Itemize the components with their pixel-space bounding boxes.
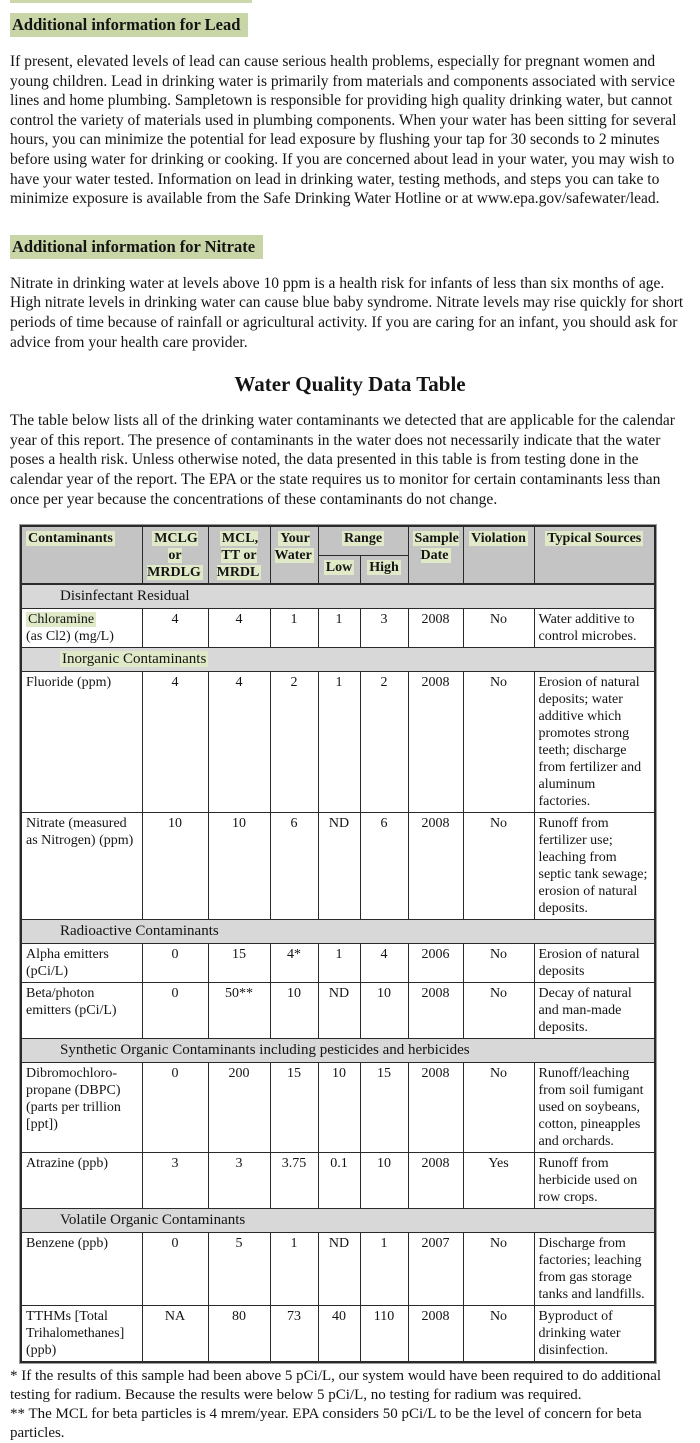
cell-your-water: 73 [270,1306,318,1363]
section-label: Inorganic Contaminants [62,651,207,668]
typical-sources-cell: Erosion of natural deposits [534,944,655,983]
cell-your-water: 15 [270,1063,318,1153]
cell-mcl: 200 [208,1063,270,1153]
col-header-label: High [369,559,399,575]
cell-mclg: 0 [142,1063,208,1153]
col-header-typical-sources [534,526,655,584]
col-header-label: Typical Sources [547,531,642,547]
col-header-sample-date [408,526,463,584]
footnote-beta: ** The MCL for beta particles is 4 mrem/year. EPA considers 50 pCi/L to be the level of concern for beta particles. [10,1406,642,1442]
cell-date: 2008 [408,983,463,1039]
cell-low: ND [318,813,360,920]
contaminant-name-cell: Nitrate (measured as Nitrogen) (ppm) [21,813,142,920]
cell-mcl: 10 [208,813,270,920]
contaminant-row [21,944,655,983]
section-row [21,584,655,609]
contaminant-row [21,1233,655,1306]
contaminant-name-cell: Alpha emitters (pCi/L) [21,944,142,983]
section-row [21,1209,655,1233]
col-header-label: MCL, TT or MRDL [216,531,260,581]
col-header-contaminants [21,526,142,584]
cell-high: 10 [360,1153,408,1209]
typical-sources-cell: Decay of natural and man-made deposits. [534,983,655,1039]
col-header-range [318,526,408,555]
typical-sources-cell: Water additive to control microbes. [534,609,655,648]
cell-high: 15 [360,1063,408,1153]
cell-low: ND [318,983,360,1039]
typical-sources-cell: Erosion of natural deposits; water additive which promotes strong teeth; discharge from fertilizer and aluminum factories. [534,672,655,813]
cell-mclg: 4 [142,672,208,813]
contaminant-name-cell: Atrazine (ppb) [21,1153,142,1209]
section-row [21,1039,655,1063]
cell-mclg: 10 [142,813,208,920]
cell-your-water: 10 [270,983,318,1039]
cell-violation: No [463,672,534,813]
typical-sources-cell: Runoff from herbicide used on row crops. [534,1153,655,1209]
cell-high: 4 [360,944,408,983]
col-header-range-low [318,555,360,584]
cell-mcl: 4 [208,672,270,813]
cell-mcl: 4 [208,609,270,648]
section-label-cell [21,1039,655,1063]
col-header-label: Your Water [274,531,312,564]
col-header-label: MCLG or MRDLG [147,531,201,581]
cell-violation: No [463,1306,534,1363]
cell-mcl: 50** [208,983,270,1039]
contaminant-row [21,1306,655,1363]
contaminant-name-cell: Dibromochloro-propane (DBPC) (parts per trillion [ppt]) [21,1063,142,1153]
col-header-range-high [360,555,408,584]
col-header-label: Contaminants [28,531,113,547]
cell-low: 1 [318,609,360,648]
water-table-body [21,584,655,1362]
section-label: Disinfectant Residual [60,588,190,605]
cell-date: 2008 [408,672,463,813]
cell-violation: No [463,983,534,1039]
cell-mclg: 0 [142,944,208,983]
section-label-cell [21,920,655,944]
contaminant-row [21,1153,655,1209]
cell-mcl: 5 [208,1233,270,1306]
col-header-mcl [208,526,270,584]
typical-sources-cell: Runoff/leaching from soil fumigant used on soybeans, cotton, pineapples and orchards. [534,1063,655,1153]
contaminant-row [21,609,655,648]
section-label-cell [21,584,655,609]
nitrate-section-paragraph: Nitrate in drinking water at levels above 10 ppm is a health risk for infants of less than six months of age. High nitrate levels in drinking water can cause blue baby syndrome. Nitrate levels may rise quickly for short periods of time because of rainfall or agricultural activity. If you are caring for an infant, you should ask for advice from your health care provider. [10,274,684,351]
table-header [21,526,655,584]
nitrate-section-heading: Additional information for Nitrate [10,235,263,259]
cell-your-water: 3.75 [270,1153,318,1209]
footnote-radium: * If the results of this sample had been above 5 pCi/L, our system would have been required to do additional testing for radium. Because the results were below 5 pCi/L, no testing for radium was required. [10,1368,662,1404]
cell-your-water: 1 [270,1233,318,1306]
cell-violation: No [463,944,534,983]
typical-sources-cell: Byproduct of drinking water disinfection. [534,1306,655,1363]
cell-violation: No [463,1233,534,1306]
contaminant-name-cell: Benzene (ppb) [21,1233,142,1306]
cell-low: 10 [318,1063,360,1153]
cell-mcl: 15 [208,944,270,983]
section-label: Synthetic Organic Contaminants including pesticides and herbicides [60,1042,470,1059]
cell-mclg: 0 [142,983,208,1039]
cell-mcl: 3 [208,1153,270,1209]
cell-low: 40 [318,1306,360,1363]
cell-mclg: 4 [142,609,208,648]
cell-high: 110 [360,1306,408,1363]
cell-high: 2 [360,672,408,813]
col-header-label: Violation [471,531,526,547]
contaminant-row [21,672,655,813]
col-header-label: Low [325,559,353,575]
lead-section-heading: Additional information for Lead [10,13,248,37]
contaminant-row [21,813,655,920]
contaminant-name-highlight: Chloramine [28,612,95,628]
section-label: Radioactive Contaminants [60,923,219,940]
table-footnotes [10,1367,690,1443]
col-header-violation [463,526,534,584]
cell-high: 3 [360,609,408,648]
water-quality-table-title: Water Quality Data Table [234,372,466,397]
col-header-label: Range [343,531,383,547]
table-intro-paragraph: The table below lists all of the drinking water contaminants we detected that are applicable for the calendar year of this report. The presence of contaminants in the water does not necessarily indicate that the water poses a health risk. Unless otherwise noted, the data presented in this table is from testing done in the calendar year of the report. The EPA or the state requires us to monitor for certain contaminants less than once per year because the concentrations of these contaminants do not change. [10,412,675,508]
cell-date: 2008 [408,1306,463,1363]
col-header-mclg [142,526,208,584]
cell-your-water: 1 [270,609,318,648]
cell-high: 1 [360,1233,408,1306]
cell-high: 6 [360,813,408,920]
cell-date: 2008 [408,609,463,648]
col-header-label: Sample Date [414,531,459,564]
cell-mclg: 3 [142,1153,208,1209]
cell-date: 2008 [408,1063,463,1153]
cell-mclg: NA [142,1306,208,1363]
cell-violation: No [463,609,534,648]
section-row [21,920,655,944]
section-label-cell [21,1209,655,1233]
cell-high: 10 [360,983,408,1039]
cell-date: 2008 [408,813,463,920]
cell-violation: No [463,1063,534,1153]
lead-section-paragraph: If present, elevated levels of lead can cause serious health problems, especially for pregnant women and young children. Lead in drinking water is primarily from materials and components associated with service lines and home plumbing. Sampletown is responsible for providing high quality drinking water, but cannot control the variety of materials used in plumbing components. When your water has been sitting for several hours, you can minimize the potential for lead exposure by flushing your tap for 30 seconds to 2 minutes before using water for drinking or cooking. If you are concerned about lead in your water, you may wish to have your water tested. Information on lead in drinking water, testing methods, and steps you can take to minimize exposure is available from the Safe Drinking Water Hotline or at www.epa.gov/safewater/lead. [10,53,677,208]
cropped-heading-bar [10,0,252,3]
cell-low: 1 [318,944,360,983]
cell-violation: Yes [463,1153,534,1209]
water-quality-data-table [20,525,656,1363]
cell-low: 1 [318,672,360,813]
cell-mcl: 80 [208,1306,270,1363]
typical-sources-cell: Runoff from fertilizer use; leaching from septic tank sewage; erosion of natural deposits. [534,813,655,920]
cell-low: 0.1 [318,1153,360,1209]
section-row [21,648,655,672]
cell-violation: No [463,813,534,920]
section-label: Volatile Organic Contaminants [60,1212,246,1229]
section-label-cell [21,648,655,672]
contaminant-row [21,983,655,1039]
cell-your-water: 4* [270,944,318,983]
cell-date: 2008 [408,1153,463,1209]
cell-your-water: 2 [270,672,318,813]
cell-date: 2006 [408,944,463,983]
cell-date: 2007 [408,1233,463,1306]
cell-low: ND [318,1233,360,1306]
typical-sources-cell: Discharge from factories; leaching from gas storage tanks and landfills. [534,1233,655,1306]
contaminant-name-cell: TTHMs [Total Trihalomethanes] (ppb) [21,1306,142,1363]
contaminant-name-cell: Fluoride (ppm) [21,672,142,813]
col-header-your-water [270,526,318,584]
cell-mclg: 0 [142,1233,208,1306]
cell-your-water: 6 [270,813,318,920]
contaminant-name-cell: Beta/photon emitters (pCi/L) [21,983,142,1039]
contaminant-name-cell: Chloramine (as Cl2) (mg/L) [21,609,142,648]
contaminant-row [21,1063,655,1153]
